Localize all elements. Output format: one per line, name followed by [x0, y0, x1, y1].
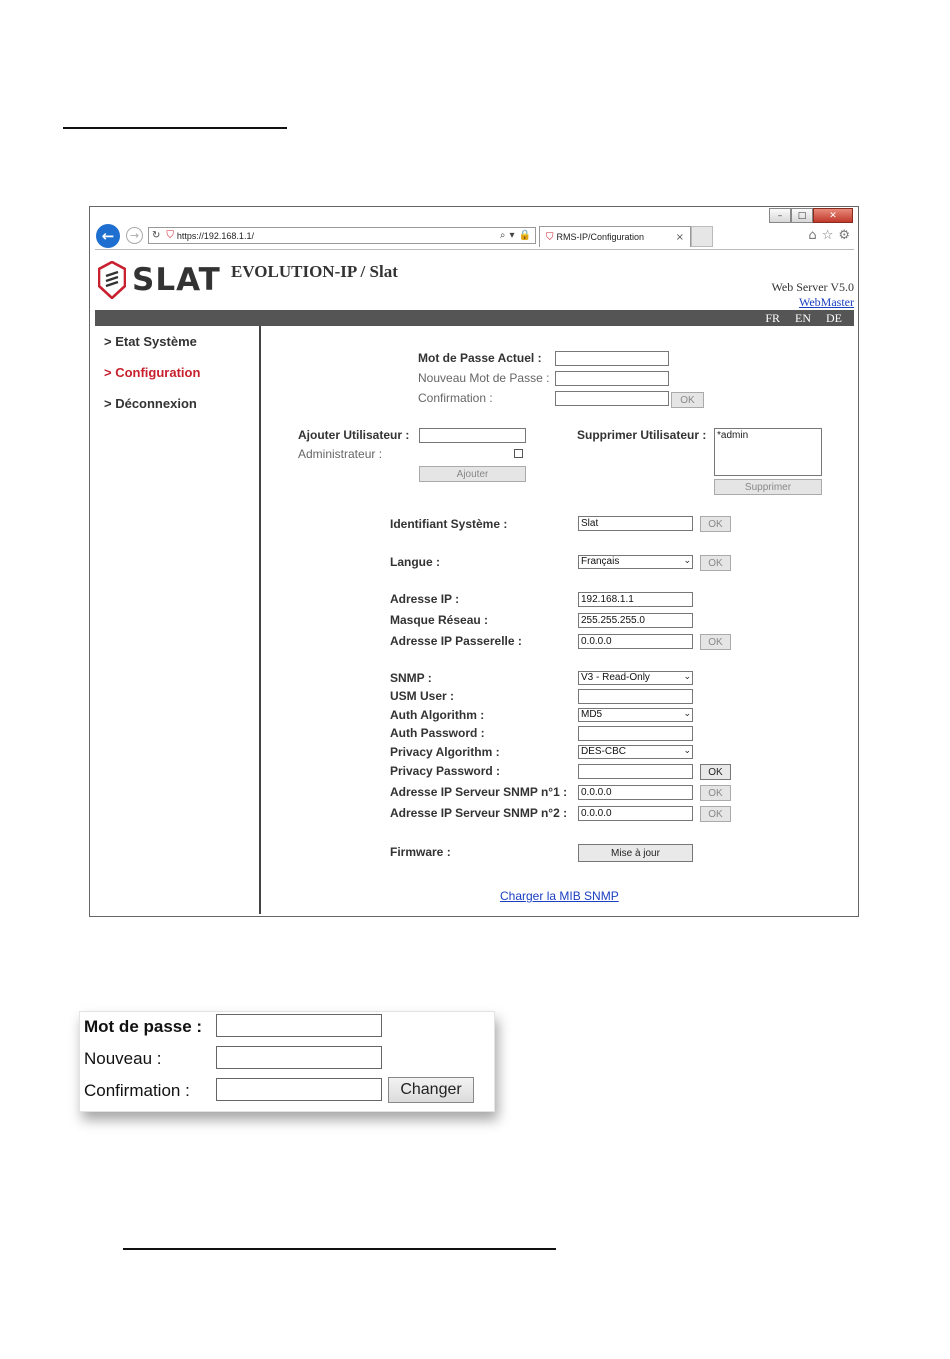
current-password-input[interactable] — [555, 351, 669, 366]
tab-shield-icon: ⛉ — [546, 231, 554, 243]
chevron-down-icon: ⌄ — [683, 746, 691, 756]
network-ok-button[interactable]: OK — [700, 634, 731, 650]
auth-password-input[interactable] — [578, 726, 693, 741]
maximize-button[interactable]: □ — [791, 208, 813, 223]
simple-new-password-label: Nouveau : — [84, 1049, 162, 1068]
system-id-label: Identifiant Système : — [390, 517, 508, 531]
chevron-down-icon: ⌄ — [683, 709, 691, 719]
snmp-server2-label: Adresse IP Serveur SNMP n°2 : — [390, 806, 568, 820]
usm-user-input[interactable] — [578, 689, 693, 704]
gateway-label: Adresse IP Passerelle : — [390, 634, 522, 648]
auth-algorithm-value: MD5 — [581, 709, 603, 720]
change-password-button[interactable]: Changer — [388, 1077, 474, 1103]
browser-window — [89, 206, 859, 917]
add-user-label: Ajouter Utilisateur : — [298, 428, 410, 442]
confirm-password-input[interactable] — [555, 391, 669, 406]
home-icon[interactable]: ⌂ — [808, 228, 817, 243]
confirm-password-label: Confirmation : — [418, 391, 493, 405]
snmp-mode-value: V3 - Read-Only — [581, 672, 650, 683]
add-user-input[interactable] — [419, 428, 526, 443]
refresh-icon[interactable]: ↻ — [152, 230, 161, 241]
section-rule-top — [63, 127, 287, 129]
language-switcher — [765, 310, 842, 326]
usm-user-label: USM User : — [390, 689, 455, 703]
firmware-update-button[interactable]: Mise à jour — [578, 844, 693, 862]
lang-en-link[interactable]: EN — [795, 311, 811, 325]
address-bar[interactable] — [148, 227, 536, 244]
close-window-button[interactable]: ✕ — [813, 208, 853, 223]
browser-navbar — [90, 223, 858, 249]
simple-current-password-input[interactable] — [216, 1014, 382, 1037]
header-bar — [95, 310, 854, 326]
auth-password-label: Auth Password : — [390, 726, 485, 740]
snmp-server2-input[interactable]: 0.0.0.0 — [578, 806, 693, 821]
snmp-server1-label: Adresse IP Serveur SNMP n°1 : — [390, 785, 568, 799]
slat-shield-icon — [98, 261, 126, 299]
chevron-down-icon: ⌄ — [683, 556, 691, 566]
language-label: Langue : — [390, 555, 440, 569]
mib-download-link[interactable]: Charger la MIB SNMP — [500, 889, 619, 903]
webmaster-link[interactable]: WebMaster — [798, 295, 854, 309]
lock-icon: 🔒 — [518, 230, 531, 241]
site-shield-icon: ⛉ — [166, 230, 174, 241]
tab-configuration[interactable] — [539, 226, 691, 247]
new-password-label: Nouveau Mot de Passe : — [418, 371, 550, 385]
new-tab-button[interactable] — [691, 226, 713, 247]
tab-title: RMS-IP/Configuration — [556, 232, 645, 242]
privacy-password-label: Privacy Password : — [390, 764, 501, 778]
search-icon[interactable]: ⌕ — [499, 230, 506, 241]
auth-algorithm-label: Auth Algorithm : — [390, 708, 485, 722]
privacy-algorithm-select[interactable] — [578, 745, 693, 759]
simple-confirm-password-label: Confirmation : — [84, 1081, 190, 1100]
new-password-input[interactable] — [555, 371, 669, 386]
window-controls — [769, 208, 853, 223]
app-title: EVOLUTION-IP / Slat — [231, 262, 398, 281]
user-listbox[interactable] — [714, 428, 822, 476]
snmp-mode-select[interactable] — [578, 671, 693, 685]
sidebar-item-configuration[interactable]: > Configuration — [104, 365, 201, 380]
snmp-label: SNMP : — [390, 671, 432, 685]
sidebar — [95, 326, 261, 914]
subnet-mask-input[interactable]: 255.255.255.0 — [578, 613, 693, 628]
settings-gear-icon[interactable]: ⚙ — [838, 228, 850, 243]
firmware-label: Firmware : — [390, 845, 451, 859]
administrator-checkbox[interactable] — [514, 449, 523, 458]
slat-logo — [98, 261, 221, 299]
url-text: https://192.168.1.1/ — [176, 230, 254, 241]
tab-close-icon[interactable]: × — [675, 231, 684, 243]
server-version: Web Server V5.0 — [771, 280, 854, 294]
system-id-ok-button[interactable]: OK — [700, 516, 731, 532]
simple-confirm-password-input[interactable] — [216, 1078, 382, 1101]
gateway-input[interactable]: 0.0.0.0 — [578, 634, 693, 649]
language-select-value: Français — [581, 556, 620, 567]
snmp-server1-input[interactable]: 0.0.0.0 — [578, 785, 693, 800]
user-list-item[interactable]: *admin — [717, 430, 749, 441]
add-user-button[interactable]: Ajouter — [419, 466, 526, 482]
current-password-label: Mot de Passe Actuel : — [418, 351, 542, 365]
language-select[interactable] — [578, 555, 693, 569]
sidebar-item-deconnexion[interactable]: > Déconnexion — [104, 396, 197, 411]
ip-address-label: Adresse IP : — [390, 592, 460, 606]
password-ok-button[interactable]: OK — [671, 392, 704, 408]
delete-user-button[interactable]: Supprimer — [714, 479, 822, 495]
simple-current-password-label: Mot de passe : — [84, 1017, 203, 1036]
snmp-ok-button[interactable]: OK — [700, 764, 731, 780]
dropdown-icon[interactable]: ▾ — [509, 230, 515, 241]
section-rule-bottom — [123, 1248, 556, 1250]
language-ok-button[interactable]: OK — [700, 555, 731, 571]
administrator-label: Administrateur : — [298, 447, 383, 461]
privacy-algorithm-value: DES-CBC — [581, 746, 627, 757]
ip-address-input[interactable]: 192.168.1.1 — [578, 592, 693, 607]
forward-icon[interactable]: → — [126, 227, 143, 244]
chevron-down-icon: ⌄ — [683, 672, 691, 682]
privacy-password-input[interactable] — [578, 764, 693, 779]
logo-text: SLAT — [132, 262, 221, 298]
minimize-button[interactable]: – — [769, 208, 791, 223]
lang-fr-link[interactable]: FR — [765, 311, 780, 325]
page-content — [95, 249, 854, 914]
snmp-server2-ok-button[interactable]: OK — [700, 806, 731, 822]
delete-user-label: Supprimer Utilisateur : — [577, 428, 707, 442]
system-id-input[interactable]: Slat — [578, 516, 693, 531]
browser-toolbar-icons — [808, 228, 850, 243]
back-icon[interactable]: ← — [96, 224, 120, 248]
subnet-mask-label: Masque Réseau : — [390, 613, 489, 627]
simple-new-password-input[interactable] — [216, 1046, 382, 1069]
snmp-server1-ok-button[interactable]: OK — [700, 785, 731, 801]
auth-algorithm-select[interactable] — [578, 708, 693, 722]
privacy-algorithm-label: Privacy Algorithm : — [390, 745, 500, 759]
favorites-star-icon[interactable]: ☆ — [821, 228, 834, 243]
simple-password-panel — [79, 1011, 495, 1112]
lang-de-link[interactable]: DE — [826, 311, 842, 325]
sidebar-item-etat-systeme[interactable]: > Etat Système — [104, 334, 197, 349]
